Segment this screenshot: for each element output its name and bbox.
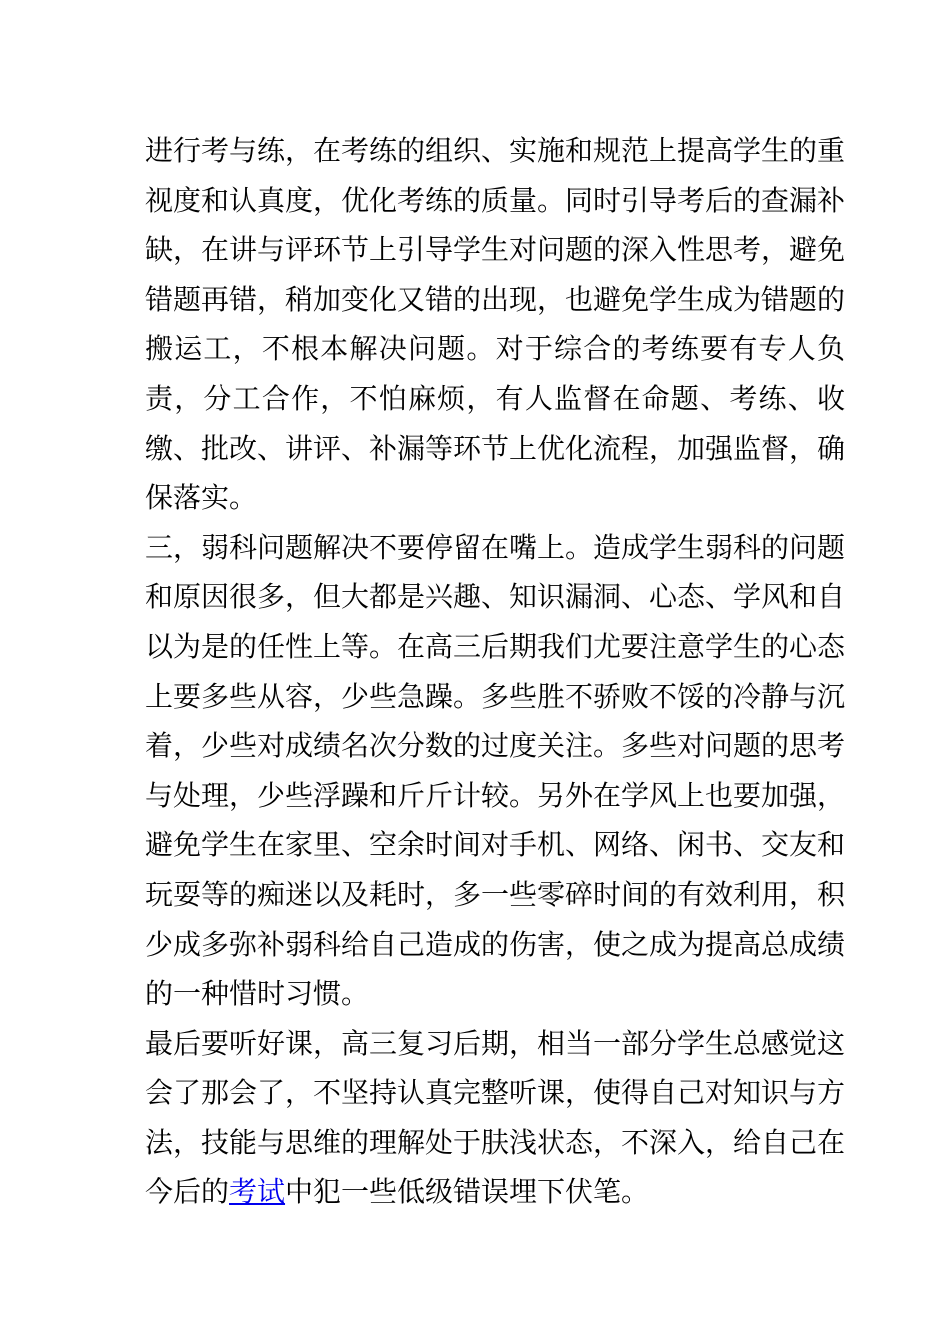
paragraph-text-after-link: 中犯一些低级错误埋下伏笔。 [285,1175,650,1209]
document-body [145,126,845,1217]
paragraph-weak-subjects: 三，弱科问题解决不要停留在嘴上。造成学生弱科的问题和原因很多，但大都是兴趣、知识漏洞、心态、学风和自以为是的任性上等。在高三后期我们尤要注意学生的心态上要多些从容，少些急躁。多些胜不骄败不馁的冷静与沉着，少些对成绩名次分数的过度关注。多些对问题的思考与处理，少些浮躁和斤斤计较。另外在学风上也要加强，避免学生在家里、空余时间对手机、网络、闲书、交友和玩耍等的痴迷以及耗时，多一些零碎时间的有效利用，积少成多弥补弱科给自己造成的伤害，使之成为提高总成绩的一种惜时习惯。 [145,530,846,1011]
paragraph-text-before-link: 最后要听好课，高三复习后期，相当一部分学生总感觉这会了那会了，不坚持认真完整听课，使得自己对知识与方法，技能与思维的理解处于肤浅状态，不深入，给自己在今后的 [145,1026,846,1209]
paragraph-exam-practice: 进行考与练，在考练的组织、实施和规范上提高学生的重视度和认真度，优化考练的质量。同时引导考后的查漏补缺，在讲与评环节上引导学生对问题的深入性思考，避免错题再错，稍加变化又错的出现，也避免学生成为错题的搬运工，不根本解决问题。对于综合的考练要有专人负责，分工合作，不怕麻烦，有人监督在命题、考练、收缴、批改、讲评、补漏等环节上优化流程，加强监督，确保落实。 [145,134,846,515]
paragraph-listen-class [145,1019,845,1217]
exam-link[interactable]: 考试 [229,1175,286,1209]
